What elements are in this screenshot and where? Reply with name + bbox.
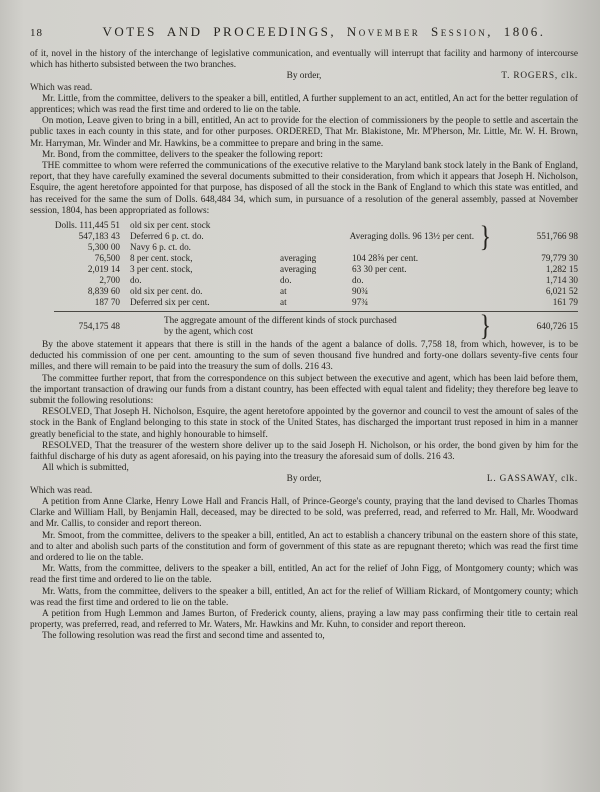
amount-cell: 187 70 xyxy=(94,297,120,308)
value-cell: 161 79 xyxy=(552,297,578,308)
attestation-rogers xyxy=(30,71,578,82)
value-cell: 79,779 30 xyxy=(541,253,578,264)
table-row xyxy=(30,264,578,275)
amount-cell: 8,839 60 xyxy=(87,286,120,297)
averaging-note: Averaging dolls. 96 13½ per cent. xyxy=(349,231,474,242)
paragraph-resolution-read: The following resolution was read the first and second time and assented to, xyxy=(42,631,325,642)
paragraph-little-bill: Mr. Little, from the committee, delivers to the speaker a bill, entitled, A further supplement to an act, entitled, An act for the better regulation of apprentices; which was read the first time and ordered to lie on the table. xyxy=(30,93,578,116)
value-cell: 1,714 30 xyxy=(545,275,578,286)
rate-cell: 97¾ xyxy=(352,297,369,308)
description-cell: 8 per cent. stock, xyxy=(130,253,193,264)
paragraph-resolved-2: RESOLVED, That the treasurer of the western shore deliver up to the said Joseph H. Nicholson, or his order, the bond given by him for the faithful discharge of his duty as agent aforesaid, on his paying into the treasury the aforesaid sum of dolls. 216 43. xyxy=(30,440,578,463)
paragraph-balance-statement: By the above statement it appears that there is still in the hands of the agent a balance of dolls. 7,758 18, from which, however, is to be deducted his commission of one per cent. amounting to the sum of seven thousand five hundred and forty-one dollars seventy-five cents four milles, and there will remain to be paid into the treasury the sum of dolls. 216 43. xyxy=(30,340,578,373)
description-cell: Deferred six per cent. xyxy=(130,297,210,308)
amount-cell: Dolls. 111,445 51 xyxy=(54,220,120,231)
table-rule xyxy=(54,311,578,312)
signature-rogers: T. ROGERS, clk. xyxy=(501,71,578,82)
signature-gassaway: L. GASSAWAY, clk. xyxy=(486,474,578,485)
paragraph-committee-report: THE committee to whom were referred the communications of the executive relative to the Maryland bank stock lately in the Bank of England, report, that they have carefully examined the several documents submitted to their consideration, from which it appears that Joseph H. Nicholson, Esquire, the agent heretofore appointed for that purpose, has disposed of all the stock in the Bank of England to which this state was entitled, and has received for the same the sum of Dolls. 648,484 34, which sum, in pursuance of a resolution of the general assembly, passed at November session, 1804, has been appropriated as follows: xyxy=(30,161,578,216)
total-description-line: by the agent, which cost xyxy=(164,326,254,337)
description-cell: Deferred 6 p. ct. do. xyxy=(130,231,204,242)
value-cell: 6,021 52 xyxy=(545,286,578,297)
table-row xyxy=(30,286,578,297)
value-cell: 551,766 98 xyxy=(536,231,578,242)
paragraph-further-report: The committee further report, that from the correspondence on this subject between the executive and agent, which has been laid before them, the important transaction of drawing our funds from a distant country, has been effected with equal talent and fidelity; they therefore beg leave to submit the following resolutions: xyxy=(30,373,578,407)
amount-cell: 5,300 00 xyxy=(87,242,120,253)
stock-appropriation-table xyxy=(30,219,578,343)
spacer xyxy=(30,474,287,485)
by-order-label: By order, xyxy=(286,71,322,82)
table-row xyxy=(30,231,280,242)
paragraph-bond-report: Mr. Bond, from the committee, delivers to the speaker the following report: xyxy=(42,149,323,160)
table-row xyxy=(30,297,578,308)
mid-cell: at xyxy=(280,297,287,308)
amount-cell: 547,183 43 xyxy=(78,231,120,242)
paragraph-smoot-bill: Mr. Smoot, from the committee, delivers to the speaker a bill, entitled, An act to establish a chancery tribunal on the eastern shore of this state, and to alter and abolish such parts of the constitution and form of government of this state as are repugnant thereto; which was read the first time and ordered to lie on the table. xyxy=(30,530,578,563)
paragraph-watts-figg: Mr. Watts, from the committee, delivers to the speaker a bill, entitled, An act for the relief of John Figg, of Montgomery county; which was read the first time and ordered to lie on the table. xyxy=(30,564,578,586)
which-was-read: Which was read. xyxy=(30,82,93,93)
paragraph-on-motion: On motion, Leave given to bring in a bill, entitled, An act to provide for the election of commissioners by the people to settle and ascertain the public taxes in each county in this state, and for other purposes. ORDERED, That Mr. Blakistone, Mr. M'Pherson, Mr. Little, Mr. W. H. Brown, Mr. Harryman, Mr. Winder and Mr. Hawkins, be a committee to prepare and bring in the same. xyxy=(30,116,578,149)
mid-cell: at xyxy=(280,286,287,297)
page-title: VOTES AND PROCEEDINGS, November Session, 1806. xyxy=(102,24,546,39)
mid-cell: averaging xyxy=(280,264,317,275)
page-number: 18 xyxy=(30,27,43,39)
spacer xyxy=(30,71,287,82)
rate-cell: 90¾ xyxy=(352,286,369,297)
total-description-line: The aggregate amount of the different kinds of stock purchased xyxy=(164,315,397,326)
table-group-rows: Dolls. 111,445 51 old six per cent. stock 547,183 43 Deferred 6 p. ct. do. 5,300 00 Navy 6 p. ct. do. Averaging dolls. 96 13½ per cent. } 551,766 98 xyxy=(30,220,578,253)
paragraph-submitted: All which is submitted, xyxy=(42,463,129,474)
paragraph-continuation: of it, novel in the history of the interchange of legislative communication, and eventually will interrupt that facility and harmony of intercourse which has hitherto subsisted between the two branches. xyxy=(30,49,578,71)
total-amount-cell: 754,175 48 xyxy=(78,320,120,331)
table-group-left xyxy=(30,220,280,253)
page-header xyxy=(30,24,578,40)
description-cell: Navy 6 p. ct. do. xyxy=(130,242,191,253)
amount-cell: 2,019 14 xyxy=(87,264,120,275)
rate-cell: 63 30 per cent. xyxy=(352,264,407,275)
paragraph-clarke-petition: A petition from Anne Clarke, Henry Lowe Hall and Francis Hall, of Prince-George's county, praying that the land devised to Charles Thomas Clarke and William Hall, by Benjamin Hall, deceased, may be directed to be sold, was preferred, read, and referred to Mr. Hall, Mr. Woodward and Mr. Callis, to consider and report thereon. xyxy=(30,496,578,530)
total-value-cell: 640,726 15 xyxy=(536,320,578,331)
rate-cell: 104 28⅝ per cent. xyxy=(352,253,419,264)
paragraph-lemmon-petition: A petition from Hugh Lemmon and James Burton, of Frederick county, aliens, praying a law may pass confirming their title to certain real property, was preferred, read, and referred to Mr. Waters, Mr. Hawkins and Mr. Kuhn, to consider and report thereon. xyxy=(30,608,578,631)
table-row xyxy=(30,242,280,253)
amount-cell: 76,500 xyxy=(94,253,120,264)
paragraph-resolved-1: RESOLVED, That Joseph H. Nicholson, Esquire, the agent heretofore appointed by the governor and council to vest the amount of sales of the stock in the Bank of England belonging to this state in stock of the United States, has discharged the important trust reposed in him in a manner greatly beneficial to the state, and highly honourable to himself. xyxy=(30,407,578,440)
by-order-label: By order, xyxy=(286,474,322,485)
amount-cell: 2,700 xyxy=(99,275,120,286)
description-cell: 3 per cent. stock, xyxy=(130,264,193,275)
paragraph-watts-rickard: Mr. Watts, from the committee, delivers to the speaker a bill, entitled, An act for the relief of William Rickard, of Montgomery county; which was read the first time and ordered to lie on the table. xyxy=(30,586,578,608)
table-row xyxy=(30,220,280,231)
description-cell: old six per cent. stock xyxy=(130,220,211,231)
table-row xyxy=(30,253,578,264)
value-cell: 1,282 15 xyxy=(545,264,578,275)
which-was-read: Which was read. xyxy=(30,485,93,496)
table-row xyxy=(30,275,578,286)
attestation-gassaway xyxy=(30,474,578,485)
rate-cell: do. xyxy=(352,275,364,286)
total-description xyxy=(130,315,478,337)
description-cell: old six per cent. do. xyxy=(130,286,203,297)
mid-cell: averaging xyxy=(280,253,317,264)
mid-cell: do. xyxy=(280,275,292,286)
description-cell: do. xyxy=(130,275,142,286)
table-total-row: 754,175 48 The aggregate amount of the different kinds of stock purchased by the agent, which cost } 640,726 15 xyxy=(30,315,578,337)
